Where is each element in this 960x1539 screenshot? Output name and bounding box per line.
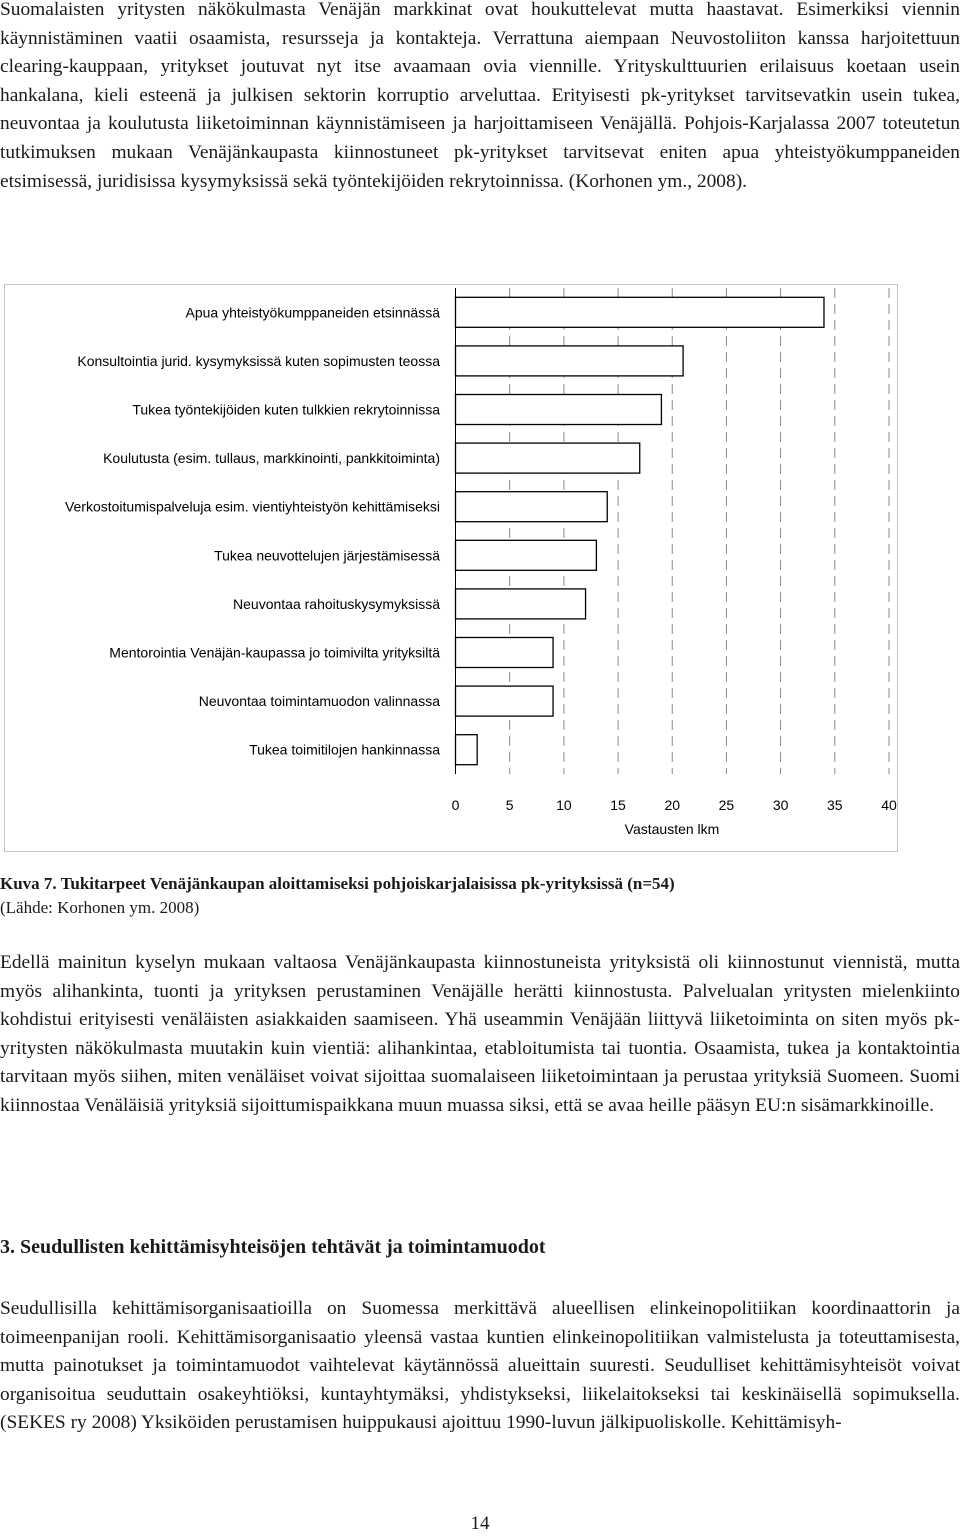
bar-chart — [4, 284, 898, 852]
x-tick-label: 35 — [827, 797, 843, 813]
bar — [456, 686, 554, 716]
x-tick-label: 10 — [556, 797, 572, 813]
figure-caption — [0, 872, 960, 920]
x-tick-label: 30 — [772, 797, 789, 813]
bar — [456, 395, 662, 425]
category-label: Tukea neuvottelujen järjestämisessä — [214, 547, 440, 564]
x-tick-label: 20 — [664, 797, 681, 813]
x-tick-label: 25 — [718, 797, 735, 813]
x-tick-label: 40 — [881, 797, 897, 813]
category-labels — [65, 304, 440, 757]
category-label: Tukea työntekijöiden kuten tulkkien rekrytoinnissa — [132, 401, 440, 418]
x-axis-title: Vastausten lkm — [624, 821, 720, 837]
bar — [456, 297, 824, 327]
chart-frame — [5, 285, 898, 852]
category-label: Koulutusta (esim. tullaus, markkinointi, pankkitoiminta) — [103, 450, 440, 467]
category-label: Neuvontaa toimintamuodon valinnassa — [198, 693, 440, 710]
bar — [456, 346, 684, 376]
body-paragraph: Edellä mainitun kyselyn mukaan valtaosa Venäjänkaupasta kiinnostuneista yrityksistä oli kiinnostunut viennistä, mutta myös alihankinta, tuonti ja yrityksen perustaminen Venäjälle herätti kiinnostusta. Palvelualan yritysten mielenkiinto kohdistui erityisesti venäläisten asiakkaiden saamiseen. Yhä useammin Venäjään liittyvä liiketoiminta on siten myös pk-yritysten näkökulmasta muutakin kuin vientiä: alihankintaa, etabloitumista tai tuontia. Osaamista, tukea ja kontaktointia tarvitaan myös siihen, miten venäläiset voivat sijoittaa suomalaiseen liiketoimintaan ja perustaa yrityksiä Suomeen. Suomi kiinnostaa Venäläisiä yrityksiä sijoittumispaikkana muun muassa siksi, että se avaa heille pääsyn EU:n sisämarkkinoille. — [0, 952, 960, 1116]
category-label: Neuvontaa rahoituskysymyksissä — [233, 595, 440, 612]
category-label: Apua yhteistyökumppaneiden etsinnässä — [185, 304, 440, 321]
x-tick-labels — [452, 797, 897, 813]
bar — [456, 492, 608, 522]
bar — [456, 589, 586, 619]
bars — [456, 297, 824, 764]
intro-paragraph: Suomalaisten yritysten näkökulmasta Venäjän markkinat ovat houkuttelevat mutta haastavat. Esimerkiksi viennin käynnistäminen vaatii osaamista, resursseja ja kontakteja. Verrattuna aiempaan Neuvostoliiton kanssa harjoitettuun clearing-kauppaan, yritykset joutuvat nyt itse avaamaan ovia viennille. Yrityskulttuurien erilaisuus koetaan usein hankalana, kieli esteenä ja julkisen sektorin korruptio arveluttaa. Erityisesti pk-yritykset tarvitsevatkin usein tukea, neuvontaa ja koulutusta liiketoiminnan käynnistämiseen ja harjoittamiseen Venäjällä. Pohjois-Karjalassa 2007 toteutetun tutkimuksen mukaan Venäjänkaupasta kiinnostuneet pk-yritykset tarvitsevat eniten apua yhteistyökumppaneiden etsimisessä, juridisissa kysymyksissä sekä työntekijöiden rekrytoinnissa. (Korhonen ym., 2008). — [0, 0, 960, 192]
bar — [456, 638, 554, 668]
caption-source: (Lähde: Korhonen ym. 2008) — [0, 898, 200, 917]
caption-title: Kuva 7. Tukitarpeet Venäjänkaupan aloittamiseksi pohjoiskarjalaisissa pk-yrityksissä (n=54) — [0, 874, 675, 893]
x-tick-label: 0 — [451, 797, 460, 813]
bar-chart-svg — [4, 284, 898, 852]
category-label: Mentorointia Venäjän-kaupassa jo toimivilta yrityksiltä — [109, 644, 440, 661]
x-tick-label: 5 — [505, 797, 514, 813]
page-number: 14 — [470, 1513, 490, 1534]
bar — [456, 443, 640, 473]
category-label: Verkostoitumispalveluja esim. vientiyhteistyön kehittämiseksi — [64, 498, 440, 515]
bar — [456, 540, 597, 570]
section-heading: 3. Seudullisten kehittämisyhteisöjen tehtävät ja toimintamuodot — [0, 1236, 546, 1258]
category-label: Tukea toimitilojen hankinnassa — [249, 741, 440, 758]
bar — [456, 735, 478, 765]
section-paragraph: Seudullisilla kehittämisorganisaatioilla on Suomessa merkittävä alueellisen elinkeinopolitiikan koordinaattorin ja toimeenpanijan rooli. Kehittämisorganisaatio yleensä vastaa kuntien elinkeinopolitiikan valmistelusta ja toteuttamisesta, mutta painotukset ja toimintamuodot vaihtelevat käytännössä alueittain suuresti. Seudulliset kehittämisyhteisöt voivat organisoitua seuduttain osakeyhtiöksi, kuntayhtymäksi, yhdistykseksi, liikelaitokseksi tai keskinäisellä sopimuksella. (SEKES ry 2008) Yksiköiden perustamisen huippukausi ajoittuu 1990-luvun jälkipuoliskolle. Kehittämisyh- — [0, 1298, 960, 1434]
x-tick-label: 15 — [610, 797, 626, 813]
category-label: Konsultointia jurid. kysymyksissä kuten sopimusten teossa — [77, 352, 440, 369]
